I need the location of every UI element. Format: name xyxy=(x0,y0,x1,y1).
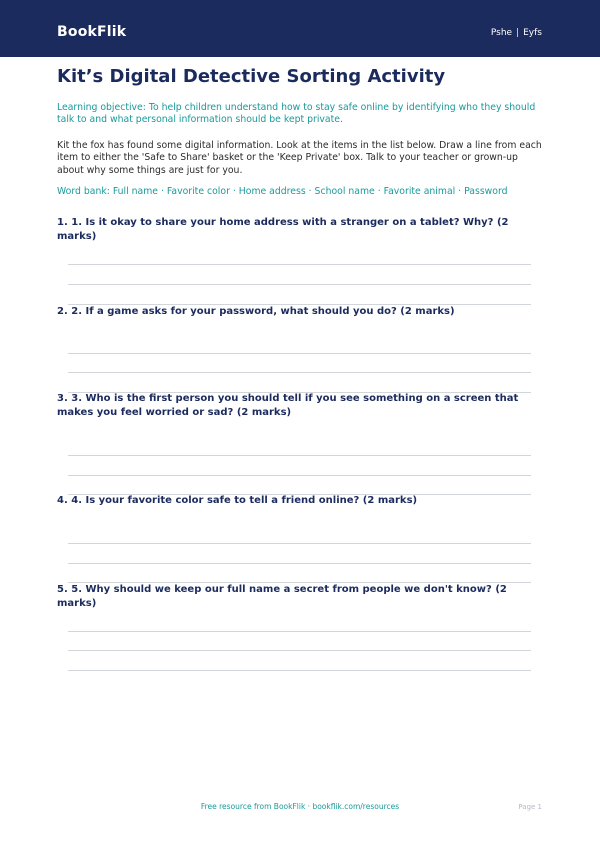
answer-line[interactable] xyxy=(68,543,531,544)
word-bank: Word bank: Full name · Favorite color · Home address · School name · Favorite animal · Password xyxy=(57,186,508,197)
answer-line[interactable] xyxy=(68,670,531,671)
footer-credit: Free resource from BookFlik · bookflik.com/resources xyxy=(200,802,400,811)
brand-logo: BookFlik xyxy=(57,24,127,40)
question-5: 5. 5. Why should we keep our full name a secret from people we don't know? (2 marks) xyxy=(57,584,507,609)
stage-tag: Eyfs xyxy=(523,28,542,38)
page-number: Page 1 xyxy=(518,803,542,811)
question-3: 3. 3. Who is the first person you should tell if you see something on a screen that makes you feel worried or sad? (2 marks) xyxy=(57,393,519,418)
worksheet-title: Kit’s Digital Detective Sorting Activity xyxy=(57,66,446,87)
tag-separator: | xyxy=(516,28,520,38)
answer-line[interactable] xyxy=(68,353,531,354)
answer-line[interactable] xyxy=(68,475,531,476)
instructions: Kit the fox has found some digital information. Look at the items in the list below. Draw a line from each item to either the 'Safe to Share' basket or the 'Keep Private' box. Talk to your teacher or grown-up about why some things are just for you. xyxy=(57,140,542,176)
answer-line[interactable] xyxy=(68,264,531,265)
answer-line[interactable] xyxy=(68,372,531,373)
subject-tags xyxy=(491,28,542,38)
question-1: 1. 1. Is it okay to share your home address with a stranger on a tablet? Why? (2 marks) xyxy=(57,217,509,242)
answer-line[interactable] xyxy=(68,284,531,285)
subject-tag: Pshe xyxy=(490,28,513,38)
header-bar xyxy=(0,0,600,57)
learning-objective: Learning objective: To help children understand how to stay safe online by identifying who they should talk to and what personal information should be kept private. xyxy=(57,102,536,126)
answer-line[interactable] xyxy=(68,650,531,651)
question-2: 2. 2. If a game asks for your password, what should you do? (2 marks) xyxy=(57,306,455,317)
answer-line[interactable] xyxy=(68,455,531,456)
answer-line[interactable] xyxy=(68,563,531,564)
answer-line[interactable] xyxy=(68,631,531,632)
question-4: 4. 4. Is your favorite color safe to tell a friend online? (2 marks) xyxy=(57,495,418,506)
